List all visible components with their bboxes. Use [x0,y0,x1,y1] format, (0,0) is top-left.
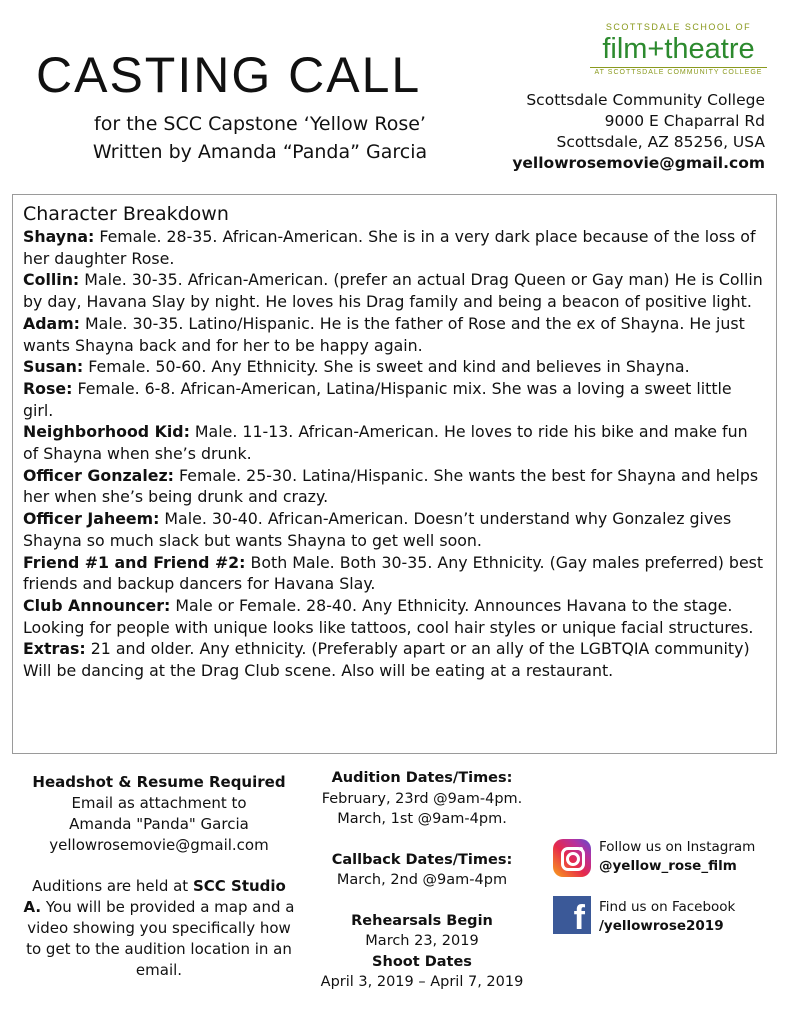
character-breakdown [12,194,777,754]
auditions-post: You will be provided a map and a video showing you specifically how to get to the audition location in an email. [26,898,295,979]
character-desc: 21 and older. Any ethnicity. (Preferably apart or an ally of the LGBTQIA community) Will be dancing at the Drag Club scene. Also will be eating at a restaurant. [23,639,750,681]
character-entry [23,638,766,681]
subtitle-line-2: Written by Amanda “Panda” Garcia [92,141,428,163]
character-name: Collin: [23,270,80,290]
breakdown-heading: Character Breakdown [23,203,229,225]
character-name: Rose: [23,378,73,398]
submission-line-1: Email as attachment to [71,794,247,812]
logo-top-text: SCOTTSDALE SCHOOL OF [605,22,752,32]
character-entry [23,313,766,356]
callback-heading: Callback Dates/Times: [331,851,513,868]
character-name: Extras: [23,639,86,659]
character-desc: Male. 30-35. Latino/Hispanic. He is the father of Rose and the ex of Shayna. He just wants Shayna back and for her to be happy again. [23,313,745,355]
shoot-heading: Shoot Dates [372,953,472,970]
character-desc: Female. 25-30. Latina/Hispanic. She wants the best for Shayna and helps her when she’s being drunk and crazy. [23,465,759,507]
character-desc: Female. 50-60. Any Ethnicity. She is sweet and kind and believes in Shayna. [83,357,690,377]
character-name: Susan: [23,357,84,377]
character-entry [23,508,766,551]
character-entry [23,226,766,269]
character-entry [23,356,766,378]
audition-date-1: February, 23rd @9am-4pm. [321,790,523,807]
schedule [312,768,532,993]
character-name: Club Announcer: [23,595,171,615]
subtitle-line-1: for the SCC Capstone ‘Yellow Rose’ [94,113,426,135]
audition-heading: Audition Dates/Times: [331,770,513,786]
submission-info [22,772,296,981]
character-entry [23,595,766,638]
auditions-location: SCC Studio A. [23,877,286,916]
address-name: Scottsdale Community College [526,91,765,109]
audition-date-2: March, 1st @9am-4pm. [337,811,507,827]
facebook-label: Find us on Facebook [599,899,736,915]
logo-bottom-text: AT SCOTTSDALE COMMUNITY COLLEGE [594,69,763,76]
facebook-handle[interactable]: /yellowrose2019 [599,918,724,934]
character-desc: Male. 11-13. African-American. He loves to ride his bike and make fun of Shayna when she’s drunk. [23,422,748,464]
character-name: Officer Jaheem: [23,509,160,529]
submission-email[interactable]: yellowrosemovie@gmail.com [49,836,269,854]
character-entry [23,465,766,508]
submission-heading: Headshot & Resume Required [32,773,286,791]
address-block [512,90,765,174]
character-entry [23,378,766,421]
instagram-handle[interactable]: @yellow_rose_film [599,858,737,874]
logo-rule [590,67,767,68]
page-title: CASTING CALL [36,47,422,103]
auditions-info [22,876,296,981]
character-entry [23,552,766,595]
subtitle [60,110,460,166]
address-street: 9000 E Chaparral Rd [604,112,765,130]
instagram-icon [553,839,591,877]
facebook-icon: f [553,896,591,934]
character-name: Friend #1 and Friend #2: [23,552,246,572]
character-entry [23,421,766,464]
character-name: Shayna: [23,227,95,246]
shoot-dates: April 3, 2019 – April 7, 2019 [320,974,524,990]
character-desc: Male or Female. 28-40. Any Ethnicity. Announces Havana to the stage. Looking for people with unique looks like tattoos, cool hair styles or unique facial structures. [23,595,754,637]
submission-line-2: Amanda "Panda" Garcia [69,815,249,833]
character-desc: Male. 30-35. African-American. (prefer an actual Drag Queen or Gay man) He is Collin by day, Havana Slay by night. He loves his Drag family and being a beacon of positive light. [23,270,763,312]
auditions-pre: Auditions are held at [32,877,193,895]
address-city: Scottsdale, AZ 85256, USA [556,133,765,151]
rehearsals-heading: Rehearsals Begin [351,912,493,929]
callback-date: March, 2nd @9am-4pm [336,872,508,888]
character-desc: Female. 28-35. African-American. She is in a very dark place because of the loss of her daughter Rose. [23,227,756,268]
logo-main-text: film+theatre [602,33,755,65]
character-desc: Both Male. Both 30-35. Any Ethnicity. (Gay males preferred) best friends and backup dancers for Havana Slay. [23,552,764,594]
address-email[interactable]: yellowrosemovie@gmail.com [512,154,765,172]
character-name: Adam: [23,313,80,333]
character-entry [23,269,766,312]
character-desc: Male. 30-40. African-American. Doesn’t understand why Gonzalez gives Shayna so much slack but wants Shayna to get well soon. [23,509,732,550]
instagram-label: Follow us on Instagram [599,839,756,855]
character-name: Officer Gonzalez: [23,465,174,485]
character-desc: Female. 6-8. African-American, Latina/Hispanic mix. She was a loving a sweet little girl. [23,378,732,420]
character-name: Neighborhood Kid: [23,422,190,442]
school-logo [586,22,771,76]
rehearsals-date: March 23, 2019 [365,933,479,949]
